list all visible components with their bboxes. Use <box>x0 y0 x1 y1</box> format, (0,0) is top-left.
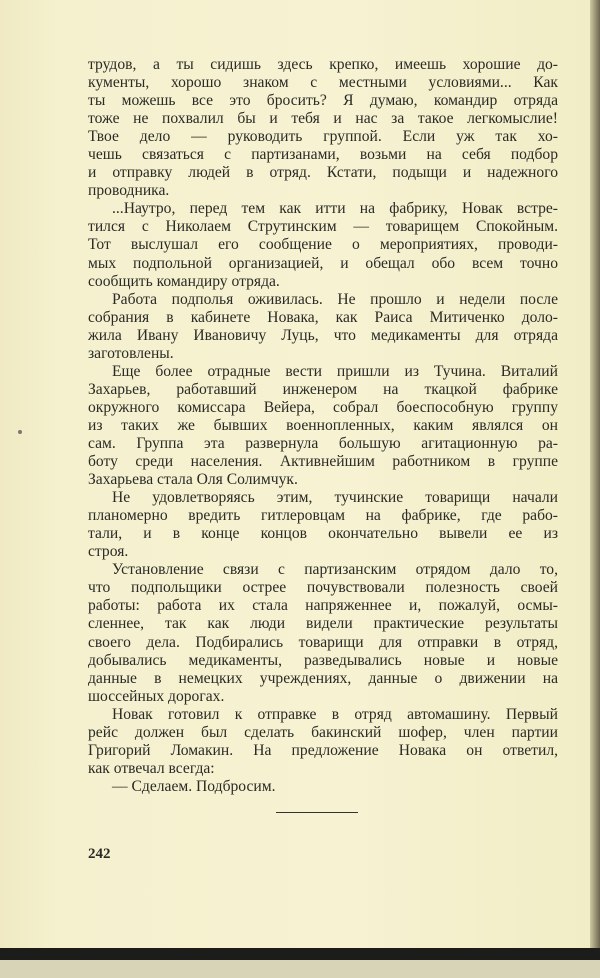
text-line: ...Наутро, перед тем как итти на фабрику, Новак встре- <box>112 200 558 218</box>
text-line: тился с Николаем Струтинским — товарищем Спокойным. <box>88 218 558 236</box>
text-line: Работа подполья оживилась. Не прошло и недели после <box>112 290 558 308</box>
scan-background <box>0 960 600 978</box>
text-line: Установление связи с партизанским отрядом дало то, <box>112 561 558 579</box>
paragraph <box>88 200 558 290</box>
paragraph <box>88 778 558 796</box>
text-line: заготовлены. <box>88 344 174 362</box>
text-line: из таких же бывших военнопленных, каким являлся он <box>88 416 558 434</box>
text-line: чешь связаться с партизанами, возьми на себя подбор <box>88 146 558 164</box>
paragraph <box>88 291 558 363</box>
page-edge-shadow <box>590 0 600 978</box>
body-text <box>88 56 558 796</box>
text-line: Захарьев, работавший инженером на ткацкой фабрике <box>88 380 558 398</box>
text-line: шоссейных дорогах. <box>88 687 225 705</box>
text-line: Захарьева стала Оля Солимчук. <box>88 471 298 489</box>
text-line: тали, и в конце концов окончательно вывели ее из <box>88 525 558 543</box>
section-end-rule <box>276 812 358 813</box>
text-line: собрания в кабинете Новака, как Раиса Митиченко доло- <box>88 308 558 326</box>
text-line: трудов, а ты сидишь здесь крепко, имеешь хорошие до- <box>88 56 558 73</box>
text-line: работы: работа их стала напряженнее и, пожалуй, осмы- <box>88 597 558 615</box>
text-line: рейс должен был сделать бакинский шофер, член партии <box>88 723 558 741</box>
text-line: планомерно вредить гитлеровцам на фабрике, где рабо- <box>88 507 558 525</box>
text-line: Еще более отрадные вести пришли из Тучина. Виталий <box>112 362 558 380</box>
text-line: боту среди населения. Активнейшим работником в группе <box>88 453 558 471</box>
text-line: Тот выслушал его сообщение о мероприятиях, проводи- <box>88 236 558 254</box>
text-line: своего дела. Подбирались товарищи для отправки в отряд, <box>88 633 558 651</box>
text-line: Григорий Ломакин. На предложение Новака он ответил, <box>88 741 558 759</box>
text-line: сам. Группа эта развернула большую агитационную ра- <box>88 434 558 452</box>
text-line: как отвечал всегда: <box>88 759 215 777</box>
text-line: строя. <box>88 543 129 561</box>
text-line: сленнее, так как люди видели практические результаты <box>88 615 558 633</box>
text-line: кументы, хорошо знаком с местными условиями... Как <box>88 74 558 92</box>
paragraph <box>88 706 558 778</box>
text-line: тоже не похвалил бы и тебя и нас за такое легкомыслие! <box>88 110 558 128</box>
margin-speck <box>18 430 22 434</box>
paragraph <box>88 363 558 489</box>
text-line: окружного комиссара Вейера, собрал боеспособную группу <box>88 398 558 416</box>
text-line: Новак готовил к отправке в отряд автомашину. Первый <box>112 705 558 723</box>
text-line: проводника. <box>88 182 170 200</box>
text-line: добывались медикаменты, разведывались новые и новые <box>88 651 558 669</box>
text-line: — Сделаем. Подбросим. <box>112 777 276 795</box>
text-line: и отправку людей в отряд. Кстати, подыщи и надежного <box>88 164 558 182</box>
text-line: ты можешь все это бросить? Я думаю, командир отряда <box>88 92 558 110</box>
page-number: 242 <box>88 846 111 862</box>
text-line: Твое дело — руководить группой. Если уж так хо- <box>88 128 558 146</box>
text-line: мых подпольной организацией, и обещал обо всем точно <box>88 254 558 272</box>
text-line: сообщить командиру отряда. <box>88 272 280 290</box>
scan-bottom-border <box>0 948 600 960</box>
paragraph <box>88 561 558 705</box>
paragraph <box>88 489 558 561</box>
text-line: что подпольщики острее почувствовали полезность своей <box>88 579 558 597</box>
paragraph <box>88 56 558 200</box>
text-line: жила Ивану Ивановичу Луць, что медикаменты для отряда <box>88 326 558 344</box>
text-line: данные в немецких учреждениях, данные о движении на <box>88 669 558 687</box>
text-line: Не удовлетворяясь этим, тучинские товарищи начали <box>112 489 558 507</box>
